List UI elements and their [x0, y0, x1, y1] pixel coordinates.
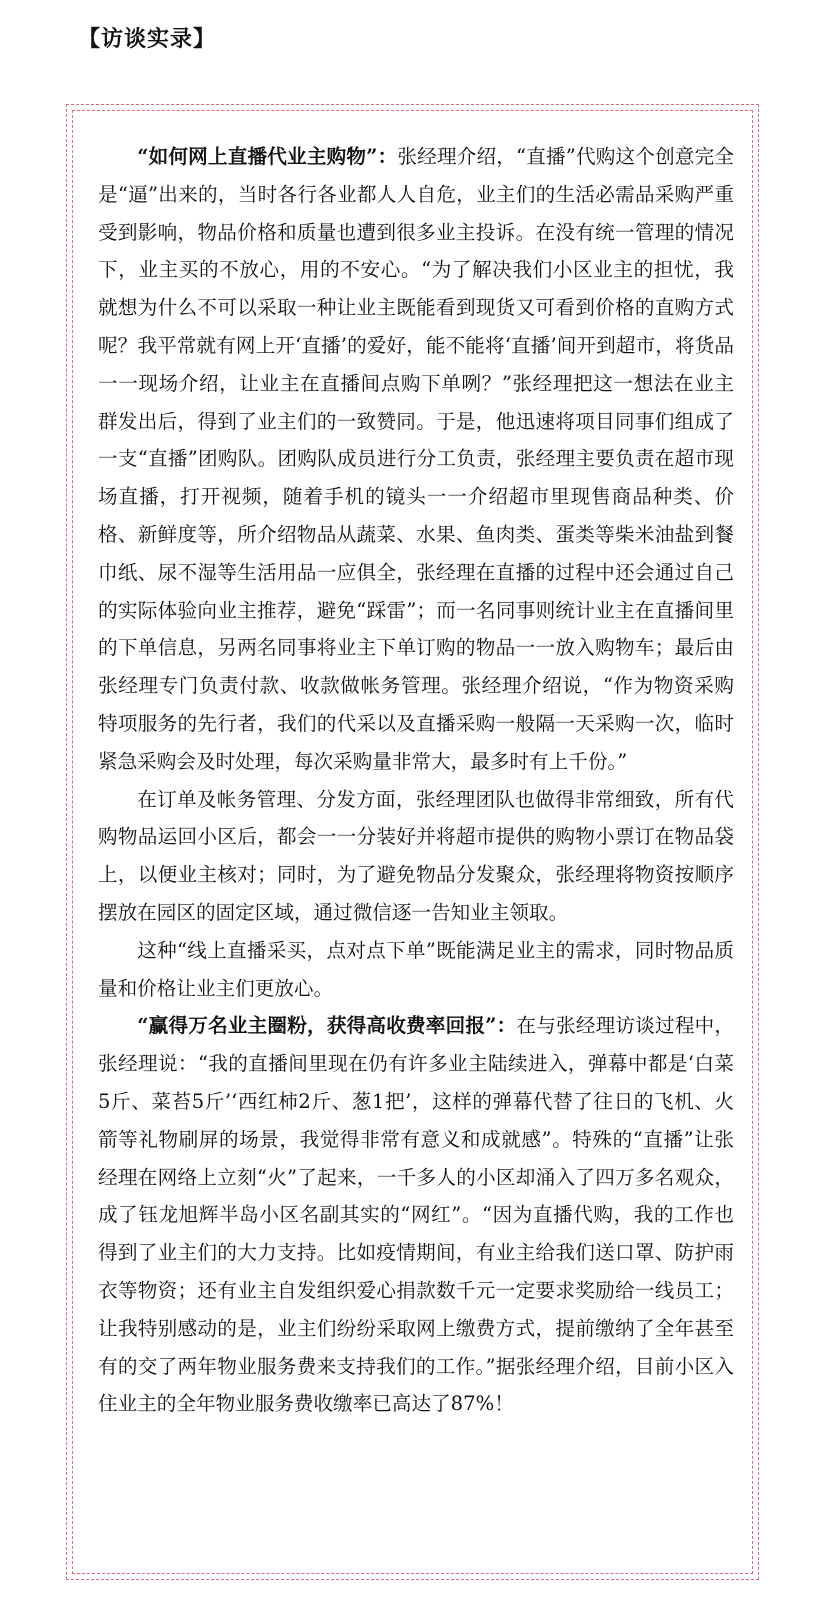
paragraph-4-body: 在与张经理访谈过程中，张经理说：“我的直播间里现在仍有许多业主陆续进入，弹幕中都是‘白菜5斤、菜苔5斤’‘西红柿2斤、葱1把’，这样的弹幕代替了往日的飞机、火箭等礼物刷屏的场景，我觉得非常有意义和成就感”。特殊的“直播”让张经理在网络上立刻“火”了起来，一千多人的小区却涌入了四万多名观众，成了钰龙旭辉半岛小区名副其实的“网红”。“因为直播代购，我的工作也得到了业主们的大力支持。比如疫情期间，有业主给我们送口罩、防护雨衣等物资；还有业主自发组织爱心捐款数千元一定要求奖励给一线员工；让我特别感动的是，业主们纷纷采取网上缴费方式，提前缴纳了全年甚至有的交了两年物业服务费来支持我们的工作。”据张经理介绍，目前小区入住业主的全年物业服务费收缴率已高达了87%！ [98, 1014, 734, 1416]
paragraph-2-body: 在订单及帐务管理、分发方面，张经理团队也做得非常细致，所有代购物品运回小区后，都会一一分装好并将超市提供的购物小票订在物品袋上，以便业主核对；同时，为了避免物品分发聚众，张经理将物资按顺序摆放在园区的固定区域，通过微信逐一告知业主领取。 [98, 787, 734, 924]
paragraph-4 [98, 1007, 734, 1423]
section-title: 【访谈实录】 [78, 26, 217, 52]
paragraph-1-lead: “如何网上直播代业主购物”： [137, 145, 398, 168]
paragraph-1 [98, 138, 734, 781]
paragraph-2 [98, 781, 734, 932]
paragraph-3-body: 这种“线上直播采买，点对点下单”既能满足业主的需求，同时物品质量和价格让业主们更放心。 [98, 938, 734, 1000]
paragraph-4-lead: “赢得万名业主圈粉，获得高收费率回报”： [137, 1014, 517, 1038]
paragraph-1-body: 张经理介绍，“直播”代购这个创意完全是“逼”出来的，当时各行各业都人人自危，业主们的生活必需品采购严重受到影响，物品价格和质量也遭到很多业主投诉。在没有统一管理的情况下，业主买的不放心，用的不安心。“为了解决我们小区业主的担忧，我就想为什么不可以采取一种让业主既能看到现货又可看到价格的直购方式呢？我平常就有网上开‘直播’的爱好，能不能将‘直播’间开到超市，将货品一一现场介绍，让业主在直播间点购下单咧？”张经理把这一想法在业主群发出后，得到了业主们的一致赞同。于是，他迅速将项目同事们组成了一支“直播”团购队。团购队成员进行分工负责，张经理主要负责在超市现场直播，打开视频，随着手机的镜头一一介绍超市里现售商品种类、价格、新鲜度等，所介绍物品从蔬菜、水果、鱼肉类、蛋类等柴米油盐到餐巾纸、尿不湿等生活用品一应俱全，张经理在直播的过程中还会通过自己的实际体验向业主推荐，避免“踩雷”；而一名同事则统计业主在直播间里的下单信息，另两名同事将业主下单订购的物品一一放入购物车；最后由张经理专门负责付款、收款做帐务管理。张经理介绍说，“作为物资采购特项服务的先行者，我们的代采以及直播采购一般隔一天采购一次，临时紧急采购会及时处理，每次采购量非常大，最多时有上千份。” [98, 145, 734, 773]
paragraph-3 [98, 932, 734, 1008]
interview-content [98, 138, 734, 1423]
